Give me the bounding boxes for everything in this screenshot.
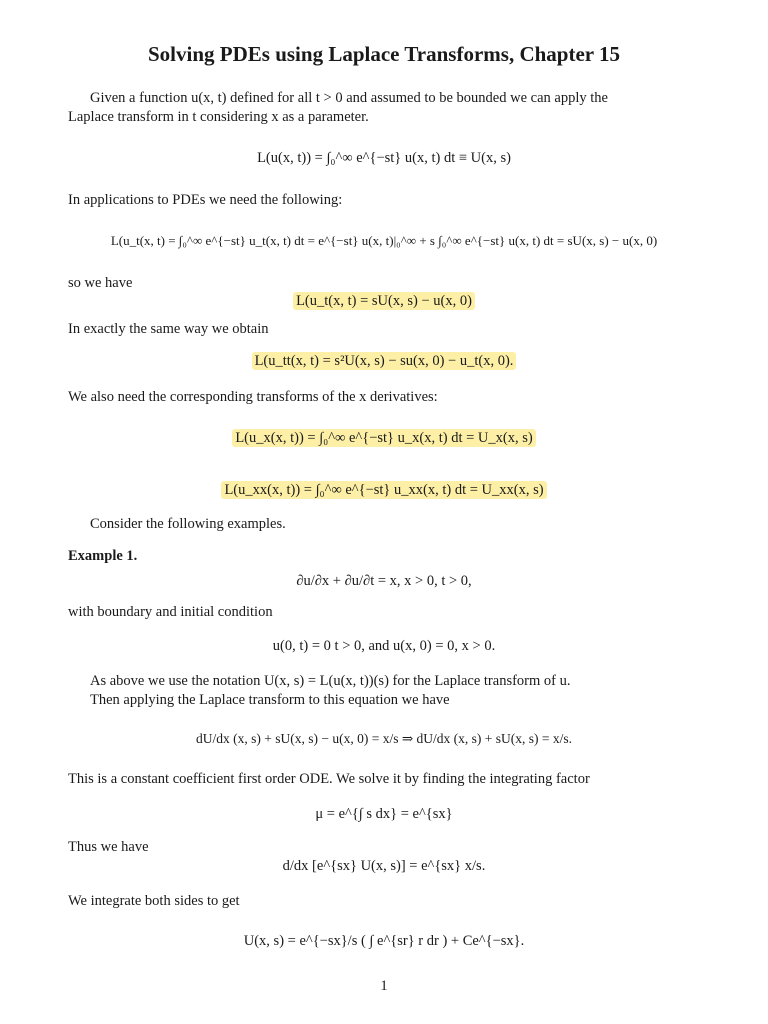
equation-product-derivative: d/dx [e^{sx} U(x, s)] = e^{sx} x/s. (282, 858, 486, 874)
paragraph-examples: Consider the following examples. (90, 516, 286, 532)
equation-laplace-definition: L(u(x, t)) = ∫₀^∞ e^{−st} u(x, t) dt ≡ U(x, s) (257, 150, 511, 166)
equation-transformed-ode: dU/dx (x, s) + sU(x, s) − u(x, 0) = x/s ⇒ dU/dx (x, s) + sU(x, s) = x/s. (196, 731, 572, 746)
page-title: Solving PDEs using Laplace Transforms, Chapter 15 (148, 42, 620, 66)
equation-uxx-transform: L(u_xx(x, t)) = ∫₀^∞ e^{−st} u_xx(x, t) dt = U_xx(x, s) (221, 481, 546, 499)
equation-ux-wrapper (0, 430, 768, 447)
equation-ut-derivation: L(u_t(x, t) = ∫₀^∞ e^{−st} u_t(x, t) dt = e^{−st} u(x, t)|₀^∞ + s ∫₀^∞ e^{−st} u(x, t) dt = sU(x, s) − u(x, 0) (110, 233, 658, 248)
equation-uxx-wrapper (0, 482, 768, 499)
paragraph-notation-line-1: As above we use the notation U(x, s) = L(u(x, t))(s) for the Laplace transform of u. (90, 673, 571, 689)
paragraph-thus-we-have: Thus we have (68, 839, 149, 855)
equation-boundary-initial: u(0, t) = 0 t > 0, and u(x, 0) = 0, x > 0. (272, 638, 496, 654)
paragraph-x-derivatives: We also need the corresponding transforms of the x derivatives: (68, 389, 438, 405)
equation-solution-u: U(x, s) = e^{−sx}/s ( ∫ e^{sr} r dr ) + Ce^{−sx}. (243, 933, 525, 949)
equation-ut-result-wrapper (0, 293, 768, 310)
intro-line-2: Laplace transform in t considering x as a parameter. (68, 109, 369, 125)
equation-ut-result: L(u_t(x, t) = sU(x, s) − u(x, 0) (293, 292, 475, 310)
equation-integrating-factor: μ = e^{∫ s dx} = e^{sx} (315, 806, 453, 822)
page-number: 1 (380, 978, 388, 994)
equation-ux-transform: L(u_x(x, t)) = ∫₀^∞ e^{−st} u_x(x, t) dt = U_x(x, s) (232, 429, 535, 447)
paragraph-boundary-condition: with boundary and initial condition (68, 604, 273, 620)
equation-utt-result-wrapper (0, 353, 768, 370)
intro-line-1: Given a function u(x, t) defined for all t > 0 and assumed to be bounded we can apply the (90, 90, 608, 106)
equation-utt-result: L(u_tt(x, t) = s²U(x, s) − su(x, 0) − u_t(x, 0). (252, 352, 517, 370)
paragraph-first-order-ode: This is a constant coefficient first order ODE. We solve it by finding the integrating factor (68, 771, 590, 787)
example-heading: Example 1. (68, 548, 138, 564)
paragraph-applications: In applications to PDEs we need the following: (68, 192, 343, 208)
paragraph-same-way: In exactly the same way we obtain (68, 321, 269, 337)
paragraph-integrate: We integrate both sides to get (68, 893, 240, 909)
paragraph-so-we-have: so we have (68, 275, 133, 291)
equation-pde: ∂u/∂x + ∂u/∂t = x, x > 0, t > 0, (296, 573, 472, 589)
paragraph-notation-line-2: Then applying the Laplace transform to this equation we have (90, 692, 450, 708)
